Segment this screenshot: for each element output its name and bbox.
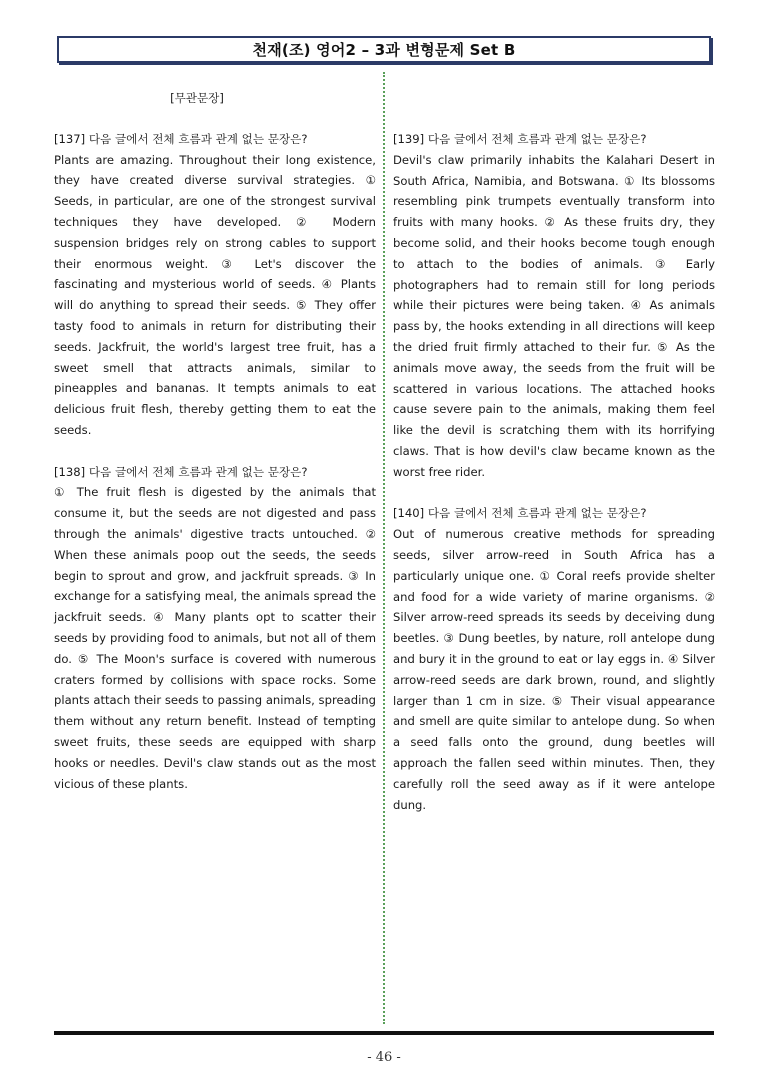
question-heading: [139] 다음 글에서 전체 흐름과 관계 없는 문장은? xyxy=(393,132,647,146)
page-title: 천재(조) 영어2 – 3과 변형문제 Set B xyxy=(252,41,516,59)
question-138 xyxy=(54,462,376,795)
question-139 xyxy=(393,129,715,483)
question-heading: [138] 다음 글에서 전체 흐름과 관계 없는 문장은? xyxy=(54,464,308,479)
page-number: - 46 - xyxy=(367,1050,401,1065)
question-140 xyxy=(393,503,715,815)
question-137 xyxy=(54,129,376,441)
question-passage: Plants are amazing. Throughout their long existence, they have created diverse survival strategies. ① Seeds, in particular, are one of the strongest survival techniques they have developed. ② Modern suspension bridges rely on strong cables to support their enormous weight. ③ Let's discover the fascinating and mysterious world of seeds. ④ Plants will do anything to spread their seeds. ⑤ They offer tasty food to animals in return for distributing their seeds. Jackfruit, the world's largest tree fruit, has a sweet smell that attracts animals, similar to pineapples and bananas. It tempts animals to eat delicious fruit flesh, thereby getting them to eat the seeds. xyxy=(54,152,376,437)
question-heading: [137] 다음 글에서 전체 흐름과 관계 없는 문장은? xyxy=(54,131,308,146)
left-column xyxy=(54,88,376,794)
page-title-box xyxy=(57,36,711,63)
footer-rule xyxy=(54,1031,714,1035)
question-passage: ① The fruit flesh is digested by the animals that consume it, but the seeds are not digested and pass through the animals' digestive tracts untouched. ② When these animals poop out the seeds, the seeds begin to sprout and grow, and jackfruit spreads. ③ In exchange for a satisfying meal, the animals spread the jackfruit seeds. ④ Many plants opt to scatter their seeds by providing food to animals, but not all of them do. ⑤ The Moon's surface is covered with numerous craters formed by collisions with space rocks. Some plants attach their seeds to passing animals, spreading them without any return benefit. Instead of tempting sweet fruits, these seeds are equipped with sharp hooks or needles. Devil's claw stands out as the most vicious of these plants. xyxy=(54,485,376,791)
question-passage: Devil's claw primarily inhabits the Kalahari Desert in South Africa, Namibia, and Botswana. ① Its blossoms resembling pink trumpets eventually transform into fruits with many hooks. ② As these fruits dry, they become solid, and their hooks become tough enough to attach to the bodies of animals. ③ Early photographers had to remain still for long periods while their pictures were being taken. ④ As animals pass by, the hooks extending in all directions will keep the dried fruit firmly attached to their fur. ⑤ As the animals move away, the seeds from the fruit will be scattered in various locations. The attached hooks cause severe pain to the animals, making them feel like the devil is scratching them with its horrifying claws. That is how devil's claw became known as the worst free rider. xyxy=(393,152,715,479)
right-column xyxy=(393,88,715,815)
column-divider xyxy=(383,72,385,1024)
section-label: [무관문장] xyxy=(170,91,224,105)
question-heading: [140] 다음 글에서 전체 흐름과 관계 없는 문장은? xyxy=(393,506,647,521)
question-passage: Out of numerous creative methods for spreading seeds, silver arrow-reed in South Africa has a particularly unique one. ① Coral reefs provide shelter and food for a wide variety of marine organisms. ② Silver arrow-reed spreads its seeds by deceiving dung beetles. ③ Dung beetles, by nature, roll antelope dung and bury it in the ground to eat or lay eggs in. ④ Silver arrow-reed seeds are dark brown, round, and slightly larger than 1 cm in size. ⑤ Their visual appearance and smell are quite similar to antelope dung. So when a seed falls onto the ground, dung beetles will approach the fallen seed within minutes. Then, they carefully roll the seed away as if it were antelope dung. xyxy=(393,527,715,812)
